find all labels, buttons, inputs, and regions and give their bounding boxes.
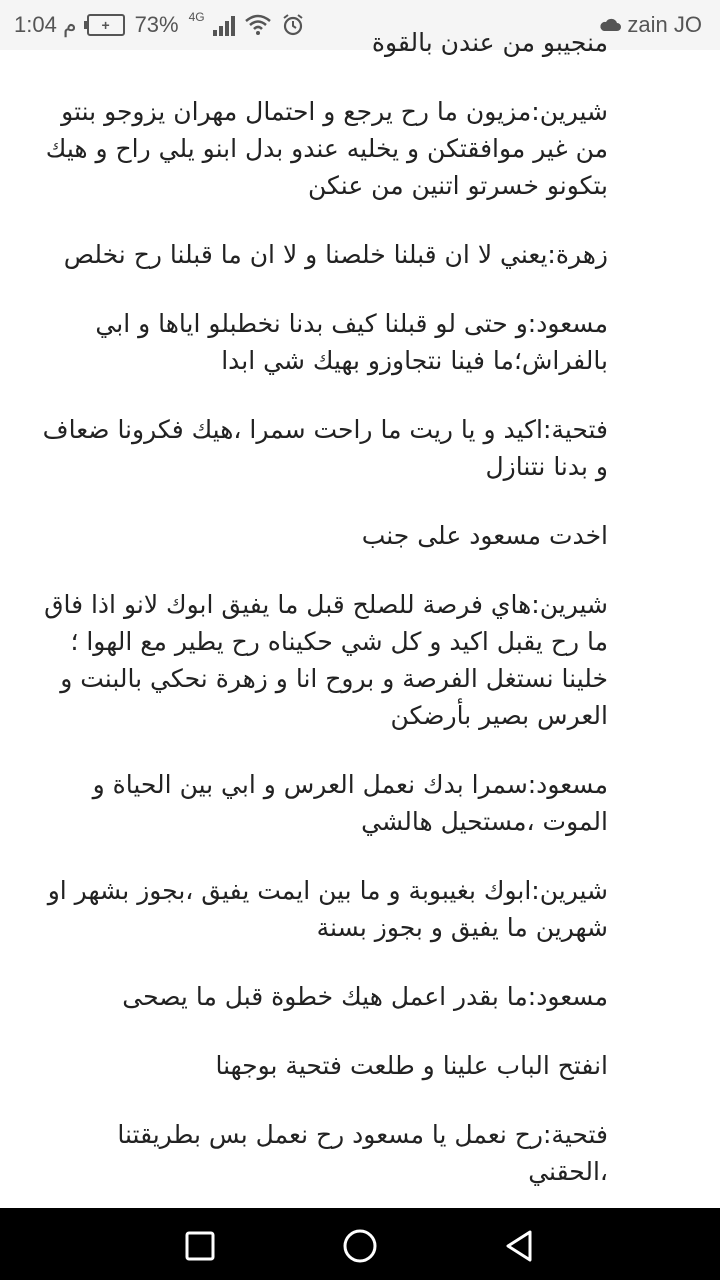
back-button[interactable] bbox=[500, 1226, 540, 1266]
paragraph: مسعود:و حتى لو قبلنا كيف بدنا نخطبلو اياها و ابي بالفراش؛ما فينا نتجاوزو بهيك شي ابدا bbox=[95, 309, 608, 375]
paragraph: زهرة:يعني لا ان قبلنا خلصنا و لا ان ما قبلنا رح نخلص bbox=[63, 240, 608, 269]
paragraph: شيرين:هاي فرصة للصلح قبل ما يفيق ابوك لانو اذا فاق ما رح يقبل اكيد و كل شي حكيناه رح يطير مع الهوا ؛خلينا نستغل الفرصة و بروح انا و زهرة نحكي بالبنت و العرس بصير بأرضكن bbox=[44, 590, 608, 730]
paragraph: شيرين:ابوك بغيبوبة و ما بين ايمت يفيق ،بجوز بشهر او شهرين ما يفيق و بجوز بسنة bbox=[47, 876, 608, 942]
paragraph: مسعود:سمرا بدك نعمل العرس و ابي بين الحياة و الموت ،مستحيل هالشي bbox=[92, 770, 608, 836]
carrier-name: zain JO bbox=[627, 12, 702, 37]
article-content[interactable] bbox=[0, 28, 720, 1208]
paragraph: فتحية:رح نعمل يا مسعود رح نعمل بس بطريقتنا ،الحقني bbox=[117, 1120, 608, 1186]
battery-icon: + bbox=[87, 14, 125, 36]
network-type: 4G bbox=[188, 10, 205, 24]
recent-apps-button[interactable] bbox=[180, 1226, 220, 1266]
paragraph: مسعود:ما بقدر اعمل هيك خطوة قبل ما يصحى bbox=[122, 982, 608, 1011]
paragraph: انفتح الباب علينا و طلعت فتحية بوجهنا bbox=[215, 1051, 608, 1080]
paragraph: فتحية:اكيد و يا ريت ما راحت سمرا ،هيك فكرونا ضعاف و بدنا نتنازل bbox=[42, 415, 608, 481]
battery-percent: 73% bbox=[134, 12, 179, 37]
paragraph: شيرين:مزيون ما رح يرجع و احتمال مهران يزوجو بنتو من غير موافقتكن و يخليه عندو بدل ابنو يلي راح و هيك بتكونو خسرتو اتنين من عنكن bbox=[45, 97, 608, 200]
paragraph: منجيبو من عندن بالقوة bbox=[371, 28, 608, 57]
navigation-bar bbox=[0, 1208, 720, 1280]
paragraph: اخدت مسعود على جنب bbox=[361, 521, 608, 550]
article-text bbox=[0, 24, 720, 1190]
home-button[interactable] bbox=[340, 1226, 380, 1266]
status-time: 1:04 م bbox=[14, 12, 77, 37]
